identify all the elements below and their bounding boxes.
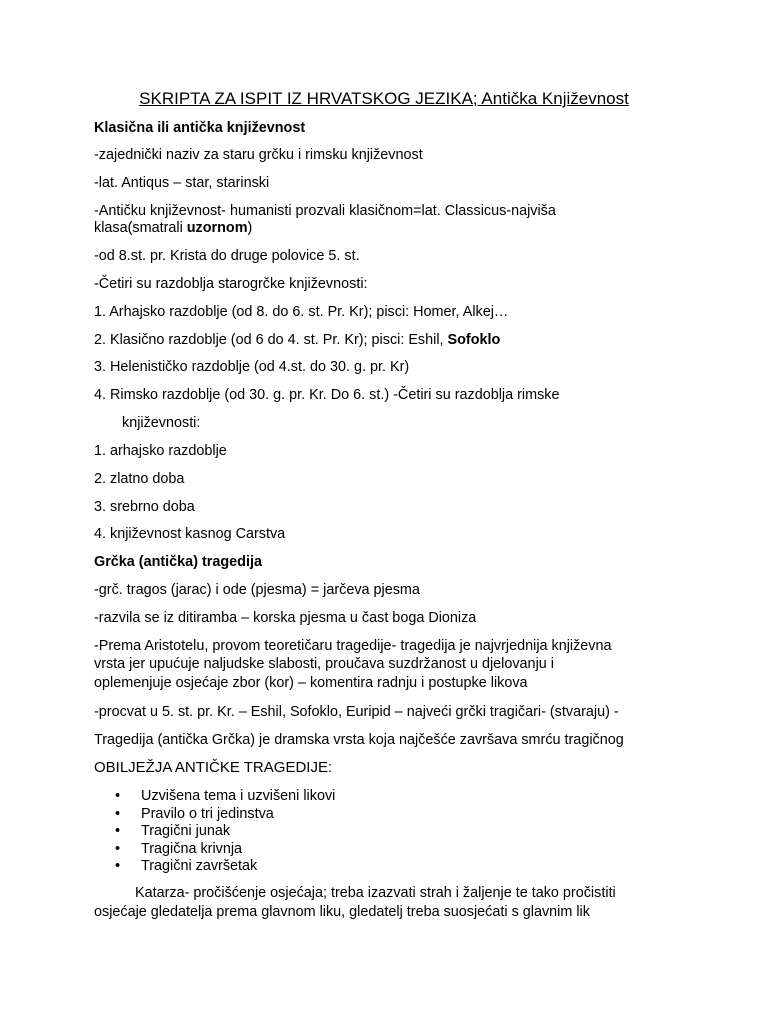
list-item: 1. arhajsko razdoblje	[94, 443, 227, 459]
paragraph-line: -Četiri su razdoblja starogrčke književnosti:	[94, 276, 368, 292]
paragraph-line: oplemenjuje osjećaje zbor (kor) – komentira radnju i postupke likova	[94, 675, 528, 691]
section-heading-greek-tragedy: Grčka (antička) tragedija	[94, 554, 262, 570]
bullet-icon: •	[115, 858, 121, 875]
list-item	[115, 841, 335, 859]
paragraph-line: -procvat u 5. st. pr. Kr. – Eshil, Sofoklo, Euripid – najveći grčki tragičari- (stvaraju) -	[94, 704, 619, 720]
paragraph-line: Katarza- pročišćenje osjećaja; treba izazvati strah i žaljenje te tako pročistiti	[135, 885, 616, 901]
bullet-icon: •	[115, 805, 121, 822]
list-item-text: Tragični završetak	[141, 858, 258, 875]
list-item-text: Pravilo o tri jedinstva	[141, 805, 274, 822]
paragraph-line: Tragedija (antička Grčka) je dramska vrsta koja najčešće završava smrću tragičnog	[94, 732, 624, 748]
list-item	[115, 823, 335, 841]
paragraph-line: -razvila se iz ditiramba – korska pjesma u čast boga Dioniza	[94, 610, 477, 626]
bold-term-uzornom: uzornom	[186, 220, 248, 236]
paragraph-line: -Prema Aristotelu, provom teoretičaru tragedije- tragedija je najvrjednija književna	[94, 638, 612, 654]
list-item: 4. Rimsko razdoblje (od 30. g. pr. Kr. Do 6. st.) -Četiri su razdoblja rimske	[94, 387, 560, 403]
paragraph-line	[94, 220, 252, 237]
paragraph-line: -Antičku književnost- humanisti prozvali klasičnom=lat. Classicus-najviša	[94, 203, 556, 219]
text-span: 2. Klasično razdoblje (od 6 do 4. st. Pr. Kr); pisci: Eshil,	[94, 332, 448, 348]
document-title: SKRIPTA ZA ISPIT IZ HRVATSKOG JEZIKA; Antička Književnost	[139, 89, 629, 108]
paragraph-line: -zajednički naziv za staru grčku i rimsku književnost	[94, 147, 423, 163]
text-span: )	[247, 220, 253, 236]
paragraph-line: vrsta jer upućuje naljudske slabosti, proučava suzdržanost u djelovanju i	[94, 656, 554, 672]
list-item: 4. književnost kasnog Carstva	[94, 526, 286, 542]
list-item	[115, 806, 335, 824]
list-item-text: Tragična krivnja	[141, 840, 243, 857]
bullet-icon: •	[115, 788, 121, 804]
paragraph-line: osjećaje gledatelja prema glavnom liku, gledatelj treba suosjećati s glavnim lik	[94, 904, 590, 920]
paragraph-line: -grč. tragos (jarac) i ode (pjesma) = jarčeva pjesma	[94, 582, 420, 598]
section-heading-tragedy-features: OBILJEŽJA ANTIČKE TRAGEDIJE:	[94, 759, 333, 776]
bullet-icon: •	[115, 823, 121, 840]
section-heading-classical-literature: Klasična ili antička književnost	[94, 120, 306, 136]
paragraph-line: -od 8.st. pr. Krista do druge polovice 5. st.	[94, 248, 360, 264]
list-item	[115, 788, 335, 806]
features-list	[115, 788, 335, 876]
list-item-text: Uzvišena tema i uzvišeni likovi	[141, 788, 336, 804]
list-item: 3. Helenističko razdoblje (od 4.st. do 30. g. pr. Kr)	[94, 359, 410, 375]
list-item: 3. srebrno doba	[94, 499, 195, 515]
paragraph-line: -lat. Antiqus – star, starinski	[94, 175, 270, 191]
list-item	[115, 858, 335, 876]
list-item: 1. Arhajsko razdoblje (od 8. do 6. st. Pr. Kr); pisci: Homer, Alkej…	[94, 304, 509, 320]
text-span: klasa(smatrali	[94, 220, 187, 236]
list-item	[94, 332, 500, 349]
list-item: 2. zlatno doba	[94, 471, 185, 487]
bullet-icon: •	[115, 840, 121, 857]
list-item-continuation: književnosti:	[122, 415, 201, 431]
bold-term-sofoklo: Sofoklo	[447, 332, 501, 348]
list-item-text: Tragični junak	[141, 823, 231, 840]
